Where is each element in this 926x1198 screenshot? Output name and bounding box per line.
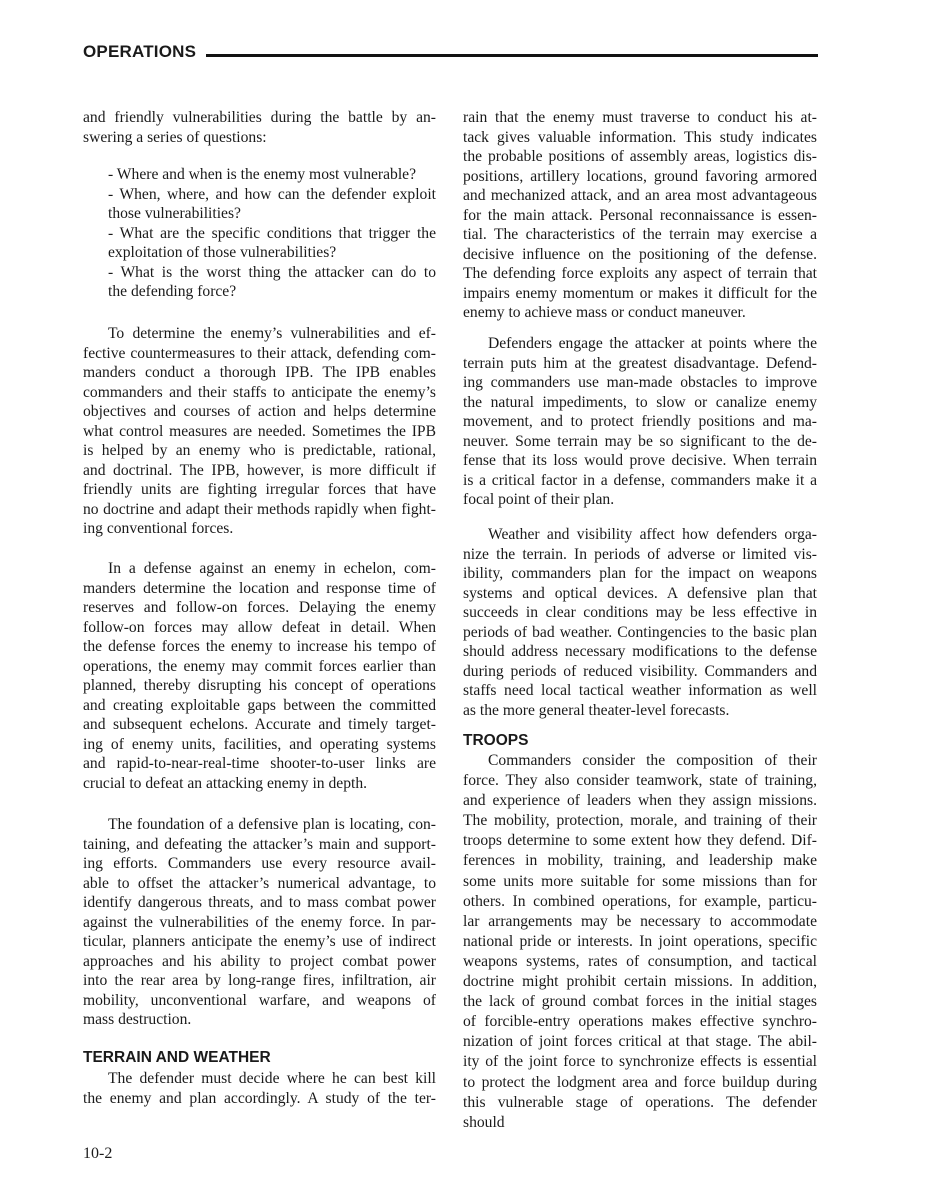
running-header: OPERATIONS — [83, 42, 197, 61]
text-line: The defending force exploits any aspect of terrain that — [463, 265, 817, 282]
text-line: fective countermeasures to their attack, defending com- — [83, 344, 436, 362]
text-line: and rapid-to-near-real-time shooter-to-user links are — [83, 755, 436, 772]
question-line: - What is the worst thing the attacker can do to — [108, 263, 436, 281]
text-line: swering a series of questions: — [83, 128, 267, 146]
text-line: ferences in mobility, training, and leadership make — [463, 852, 817, 870]
text-line: ing of enemy units, facilities, and operating systems — [83, 735, 436, 753]
text-line: mass destruction. — [83, 1011, 192, 1028]
text-line: taining, and defeating the attacker’s main and support- — [83, 835, 436, 853]
question-line: - Where and when is the enemy most vulnerable? — [108, 166, 417, 183]
paragraph — [83, 1069, 436, 1108]
text-line: into the rear area by long-range fires, infiltration, air — [83, 972, 436, 989]
text-line: enemy to achieve mass or conduct maneuver. — [463, 304, 746, 321]
text-line: as the more general theater-level forecasts. — [463, 701, 730, 719]
paragraph — [83, 559, 436, 793]
text-line: ibility, commanders plan for the impact on weapons — [463, 565, 817, 582]
text-line: manders determine the location and response time of — [83, 579, 436, 597]
text-line: fense that its loss would prove decisive. When terrain — [463, 452, 817, 469]
text-line: nize the terrain. In periods of adverse or limited vis- — [463, 545, 817, 563]
text-line: and mechanized attack, and an area most advantageous — [463, 187, 817, 204]
text-line: against the vulnerabilities of the enemy force. In par- — [83, 913, 436, 931]
text-line: of forcible-entry operations makes effective synchro- — [463, 1013, 817, 1031]
text-line: positions, artillery locations, ground favoring armored — [463, 167, 817, 185]
text-line: planned, thereby disrupting his concept of operations — [83, 677, 436, 694]
text-line: periods of bad weather. Contingencies to the basic plan — [463, 623, 817, 641]
paragraph — [83, 324, 436, 539]
text-line: The mobility, protection, morale, and training of their — [463, 812, 817, 830]
question-list — [108, 165, 436, 302]
paragraph — [463, 525, 817, 720]
text-line: is a critical factor in a defense, commanders make it a — [463, 471, 817, 489]
text-line: the enemy and plan accordingly. A study of the ter- — [83, 1089, 436, 1107]
paragraph — [83, 815, 436, 1030]
paragraph — [463, 334, 817, 510]
text-line: this vulnerable stage of operations. The defender — [463, 1093, 817, 1111]
section-heading-troops: TROOPS — [463, 732, 529, 749]
text-line: lar arrangements may be necessary to accommodate — [463, 912, 817, 930]
text-line: what control measures are needed. Sometimes the IPB — [83, 422, 436, 440]
text-line: force. They also consider teamwork, state of training, — [463, 772, 817, 790]
text-line: objectives and courses of action and helps determine — [83, 403, 436, 420]
text-line: tial. The characteristics of the terrain may exercise a — [463, 226, 817, 243]
text-line: tack gives valuable information. This study indicates — [463, 128, 817, 146]
text-line: during periods of reduced visibility. Commanders and — [463, 662, 817, 680]
text-line: movement, and to protect friendly positions and ma- — [463, 413, 817, 430]
text-line: Commanders consider the composition of their — [488, 752, 817, 769]
text-line: In a defense against an enemy in echelon, com- — [108, 560, 436, 577]
paragraph — [463, 108, 817, 323]
text-line: identify dangerous threats, and to mass combat power — [83, 894, 436, 911]
text-line: approaches and his ability to project combat power — [83, 952, 436, 970]
header-rule — [206, 54, 818, 57]
text-line: ing commanders use man-made obstacles to improve — [463, 374, 817, 391]
text-line: ing conventional forces. — [83, 520, 234, 537]
text-line: reserves and follow-on forces. Delaying the enemy — [83, 599, 436, 616]
question-line: - What are the specific conditions that trigger the — [108, 224, 436, 242]
text-line: impairs enemy momentum or makes it difficult for the — [463, 284, 817, 302]
text-line: ticular, planners anticipate the enemy’s use of indirect — [83, 933, 436, 950]
paragraph — [83, 108, 436, 147]
text-line: is helped by an enemy who is predictable, rational, — [83, 442, 436, 459]
text-line: terrain puts him at the greatest disadvantage. Defend- — [463, 354, 817, 372]
text-line: rain that the enemy must traverse to conduct his at- — [463, 109, 817, 126]
text-line: ity of the joint force to synchronize effects is essential — [463, 1053, 817, 1071]
text-line: mobility, unconventional warfare, and weapons of — [83, 991, 436, 1009]
text-line: To determine the enemy’s vulnerabilities and ef- — [108, 325, 436, 342]
text-line: and experience of leaders when they assign missions. — [463, 792, 817, 810]
text-line: decisive influence on the positioning of the defense. — [463, 245, 817, 263]
text-line: neuver. Some terrain may be so significant to the de- — [463, 432, 817, 450]
text-line: commanders and their staffs to anticipate the enemy’s — [83, 383, 436, 401]
text-line: focal point of their plan. — [463, 491, 615, 508]
question-line: the defending force? — [108, 283, 237, 300]
text-line: for the main attack. Personal reconnaissance is essen- — [463, 206, 817, 224]
text-line: troops determine to some extent how they defend. Dif- — [463, 832, 817, 850]
text-line: should address necessary modifications to the defense — [463, 643, 817, 660]
text-line: some units more suitable for some missions than for — [463, 872, 817, 890]
text-line: nization of joint forces critical at that stage. The abil- — [463, 1033, 817, 1051]
text-line: friendly units are fighting irregular forces that have — [83, 481, 436, 498]
paragraph — [463, 751, 817, 1133]
text-line: no doctrine and adapt their methods rapidly when fight- — [83, 500, 436, 518]
text-line: and doctrinal. The IPB, however, is more difficult if — [83, 461, 436, 479]
text-line: The defender must decide where he can best kill — [108, 1070, 436, 1087]
text-line: systems and optical devices. A defensive plan that — [463, 584, 817, 602]
question-line: exploitation of those vulnerabilities? — [108, 244, 337, 261]
text-line: manders conduct a thorough IPB. The IPB enables — [83, 364, 436, 381]
question-line: those vulnerabilities? — [108, 205, 241, 222]
text-line: doctrine might prohibit certain missions. In addition, — [463, 973, 817, 991]
text-line: operations, the enemy may commit forces earlier than — [83, 657, 436, 675]
text-line: Defenders engage the attacker at points where the — [488, 335, 817, 352]
text-line: the probable positions of assembly areas, logistics dis- — [463, 148, 817, 165]
text-line: and creating exploitable gaps between the committed — [83, 696, 436, 714]
text-line: staffs need local tactical weather information as well — [463, 682, 817, 699]
text-line: should — [463, 1113, 505, 1131]
section-heading-terrain-and-weather: TERRAIN AND WEATHER — [83, 1049, 271, 1066]
text-line: the lack of ground combat forces in the initial stages — [463, 993, 817, 1011]
text-line: crucial to defeat an attacking enemy in depth. — [83, 774, 368, 792]
text-line: others. In combined operations, for example, particu- — [463, 892, 817, 910]
text-line: Weather and visibility affect how defenders orga- — [488, 526, 817, 543]
text-line: follow-on forces may allow defeat in detail. When — [83, 618, 436, 636]
text-line: able to offset the attacker’s numerical advantage, to — [83, 874, 436, 892]
text-line: weapons systems, rates of consumption, and tactical — [463, 952, 817, 970]
text-line: national pride or interests. In joint operations, specific — [463, 932, 817, 950]
text-line: succeeds in clear conditions may be less effective in — [463, 604, 817, 621]
text-line: ing efforts. Commanders use every resource avail- — [83, 855, 436, 872]
text-line: to protect the lodgment area and force buildup during — [463, 1073, 817, 1091]
question-line: - When, where, and how can the defender exploit — [108, 185, 436, 203]
text-line: and friendly vulnerabilities during the battle by an- — [83, 109, 436, 126]
text-line: the natural impediments, to slow or canalize enemy — [463, 393, 817, 411]
text-line: and subsequent echelons. Accurate and timely target- — [83, 716, 436, 733]
text-line: the defense forces the enemy to increase his tempo of — [83, 638, 436, 655]
text-line: The foundation of a defensive plan is locating, con- — [108, 816, 436, 833]
page-number: 10-2 — [83, 1145, 113, 1162]
